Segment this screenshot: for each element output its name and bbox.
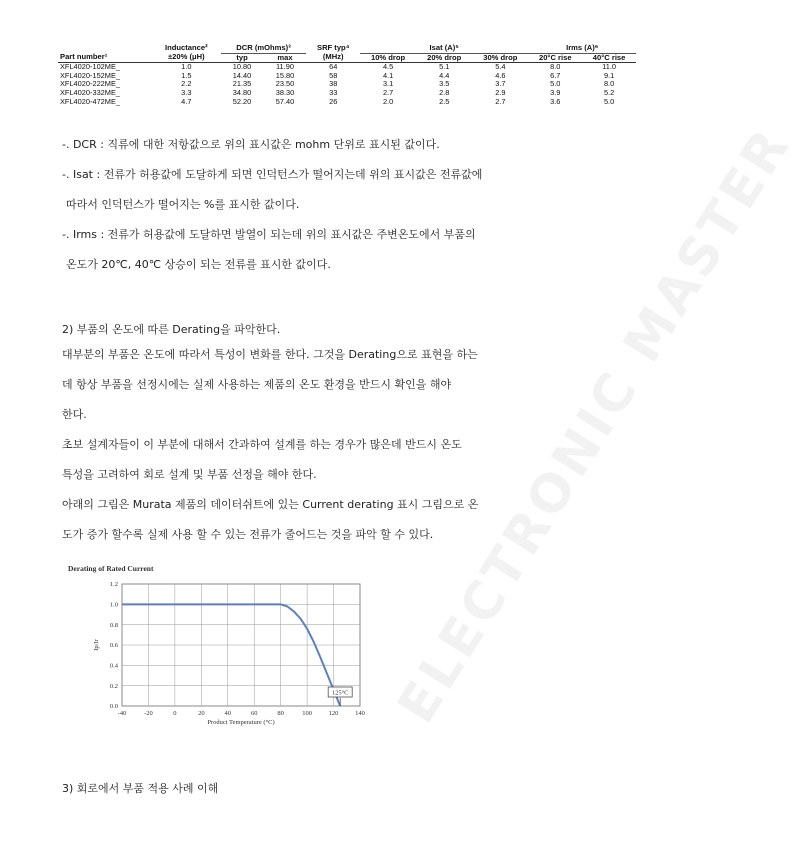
table-cell-srf: 58 — [329, 70, 338, 80]
table-cell-srf: 64 — [329, 62, 338, 72]
th-irms: Irms (A)⁶ — [528, 44, 636, 53]
watermark: ELECTRONIC MASTER — [386, 116, 803, 734]
body-line: 데 항상 부품을 선정시에는 실제 사용하는 제품의 온도 환경을 반드시 확인을 해야 — [62, 378, 452, 391]
x-tick-label: 0 — [173, 710, 177, 717]
section-3-title: 3) 회로에서 부품 적용 사례 이해 — [62, 782, 219, 795]
table-cell-dcr-max: 23.50 — [275, 79, 295, 89]
th-isat-20: 20% drop — [416, 53, 472, 63]
table-cell-dcr-typ: 14.40 — [232, 70, 252, 80]
body-line: 특성을 고려하여 회로 설계 및 부품 선정을 해야 한다. — [62, 468, 317, 481]
table-cell-inductance: 1.0 — [181, 62, 192, 72]
th-irms-40: 40°C rise — [582, 53, 636, 63]
table-cell-isat-30: 4.6 — [495, 70, 506, 80]
table-cell-irms-40: 5.0 — [603, 96, 615, 106]
table-cell-isat-20: 2.5 — [439, 96, 450, 106]
table-cell-isat-30: 2.7 — [495, 96, 506, 106]
section-2-title: 2) 부품의 온도에 따른 Derating을 파악한다. — [62, 323, 281, 336]
x-tick-label: 20 — [198, 710, 205, 717]
th-dcr: DCR (mOhms)³ — [221, 44, 307, 53]
y-tick-label: 0.6 — [109, 642, 118, 650]
th-srf: SRF typ⁴ — [317, 43, 350, 53]
table-cell-irms-40: 8.0 — [603, 79, 615, 89]
table-cell-isat-20: 2.8 — [439, 87, 450, 97]
derating-chart — [66, 562, 378, 738]
derating-chart-svg — [66, 562, 378, 738]
chart-series — [122, 604, 340, 706]
body-line: 초보 설계자들이 이 부분에 대해서 간과하여 설계를 하는 경우가 많은데 반드시 온도 — [62, 438, 462, 451]
table-cell-dcr-typ: 52.20 — [232, 96, 252, 106]
section-2-body — [62, 348, 622, 558]
table-cell-dcr-max: 38.30 — [275, 87, 295, 97]
y-tick-label: 1.2 — [109, 581, 118, 589]
chart-title: Derating of Rated Current — [68, 564, 154, 573]
table-cell-isat-30: 5.4 — [495, 62, 506, 72]
table-cell-irms-20: 3.9 — [550, 87, 561, 97]
table-cell-irms-40: 5.2 — [603, 87, 615, 97]
th-isat: Isat (A)⁵ — [360, 44, 528, 53]
x-tick-label: -20 — [144, 710, 153, 717]
table-cell-irms-20: 8.0 — [550, 62, 561, 72]
x-tick-label: 140 — [355, 710, 365, 717]
y-tick-label: 0.8 — [109, 621, 118, 629]
table-cell-part-number: XFL4020-222ME_ — [60, 79, 120, 89]
table-cell-srf: 26 — [329, 96, 338, 106]
table-cell-isat-20: 3.5 — [439, 79, 450, 89]
table-cell-isat-10: 4.5 — [382, 62, 394, 72]
body-line: 한다. — [62, 408, 87, 421]
table-cell-isat-10: 2.0 — [382, 96, 394, 106]
chart-grid — [122, 584, 360, 706]
table-cell-isat-10: 4.1 — [382, 70, 394, 80]
th-inductance-unit: ±20% (μH) — [152, 53, 221, 63]
chart-ticks — [110, 581, 365, 717]
x-tick-label: 40 — [224, 710, 232, 717]
table-cell-inductance: 4.7 — [181, 96, 192, 106]
table-cell-srf: 38 — [329, 79, 338, 89]
table-cell-irms-20: 3.6 — [550, 96, 561, 106]
spec-notes — [62, 138, 622, 288]
table-cell-dcr-max: 57.40 — [275, 96, 295, 106]
table-cell-isat-10: 2.7 — [382, 87, 394, 97]
x-tick-label: 80 — [277, 710, 284, 717]
x-tick-label: 60 — [250, 710, 258, 717]
th-isat-10: 10% drop — [360, 53, 416, 63]
th-srf-unit: (MHz) — [306, 53, 360, 63]
table-cell-dcr-typ: 34.80 — [232, 87, 252, 97]
note-irms-cont: 온도가 20℃, 40℃ 상승이 되는 전류를 표시한 값이다. — [66, 258, 331, 271]
note-dcr: -. DCR : 직류에 대한 저항값으로 위의 표시값은 mohm 단위로 표시된 값이다. — [62, 138, 440, 151]
note-isat: -. Isat : 전류가 허용값에 도달하게 되면 인덕턴스가 떨어지는데 위의 표시값은 전류값에 — [62, 168, 483, 181]
table-cell-irms-20: 5.0 — [550, 79, 561, 89]
table-body — [58, 63, 636, 106]
table-cell-dcr-typ: 10.80 — [232, 62, 252, 72]
inductor-spec-table — [58, 44, 636, 106]
th-part-number: Part number¹ — [58, 53, 152, 63]
th-isat-30: 30% drop — [472, 53, 528, 63]
table-cell-irms-20: 6.7 — [550, 70, 561, 80]
table-cell-irms-40: 9.1 — [603, 70, 615, 80]
table-cell-isat-30: 3.7 — [495, 79, 506, 89]
table-cell-part-number: XFL4020-472ME_ — [60, 96, 120, 106]
table-cell-part-number: XFL4020-332ME_ — [60, 87, 120, 97]
table-cell-inductance: 2.2 — [181, 79, 192, 89]
derating-line — [122, 604, 340, 706]
x-tick-label: 120 — [328, 710, 339, 717]
table-row — [58, 98, 636, 107]
table-cell-srf: 33 — [329, 87, 338, 97]
x-tick-label: 100 — [302, 710, 312, 717]
table-cell-dcr-max: 15.80 — [275, 70, 295, 80]
th-irms-20: 20°C rise — [528, 53, 582, 63]
x-tick-label: -40 — [117, 710, 127, 717]
table-cell-dcr-max: 11.90 — [275, 62, 294, 72]
body-line: 아래의 그림은 Murata 제품의 데이터쉬트에 있는 Current derating 표시 그림으로 온 — [62, 498, 479, 511]
table-cell-inductance: 1.5 — [181, 70, 192, 80]
chart-annotation-group — [328, 687, 352, 706]
note-irms: -. Irms : 전류가 허용값에 도달하면 발열이 되는데 위의 표시값은 주변온도에서 부품의 — [62, 228, 476, 241]
chart-x-label: Product Temperature (°C) — [207, 719, 275, 726]
body-line: 대부분의 부품은 온도에 따라서 특성이 변화를 한다. 그것을 Derating으로 표현을 하는 — [62, 348, 478, 361]
table-cell-part-number: XFL4020-102ME_ — [60, 62, 120, 72]
note-isat-cont: 따라서 인덕턴스가 떨어지는 %를 표시한 값이다. — [66, 198, 300, 211]
th-dcr-typ: typ — [221, 53, 264, 63]
y-tick-label: 0.0 — [109, 703, 118, 711]
table-cell-dcr-typ: 21.35 — [232, 79, 252, 89]
annotation-label: 125°C — [331, 689, 349, 697]
table-cell-isat-20: 4.4 — [439, 70, 450, 80]
table-cell-irms-40: 11.0 — [602, 62, 616, 72]
y-tick-label: 1.0 — [109, 601, 118, 609]
y-tick-label: 0.2 — [109, 682, 118, 690]
th-dcr-max: max — [264, 53, 307, 63]
table-cell-isat-30: 2.9 — [495, 87, 506, 97]
table-cell-part-number: XFL4020-152ME_ — [60, 70, 120, 80]
table-cell-isat-10: 3.1 — [382, 79, 394, 89]
table-header-row — [58, 44, 636, 53]
chart-y-label: Ip/Ir — [93, 639, 100, 651]
y-tick-label: 0.4 — [109, 662, 118, 670]
th-inductance: Inductance² — [165, 43, 208, 53]
body-line: 도가 증가 할수록 실제 사용 할 수 있는 전류가 줄어드는 것을 파악 할 수 있다. — [62, 528, 434, 541]
table-cell-isat-20: 5.1 — [439, 62, 450, 72]
table-cell-inductance: 3.3 — [181, 87, 192, 97]
